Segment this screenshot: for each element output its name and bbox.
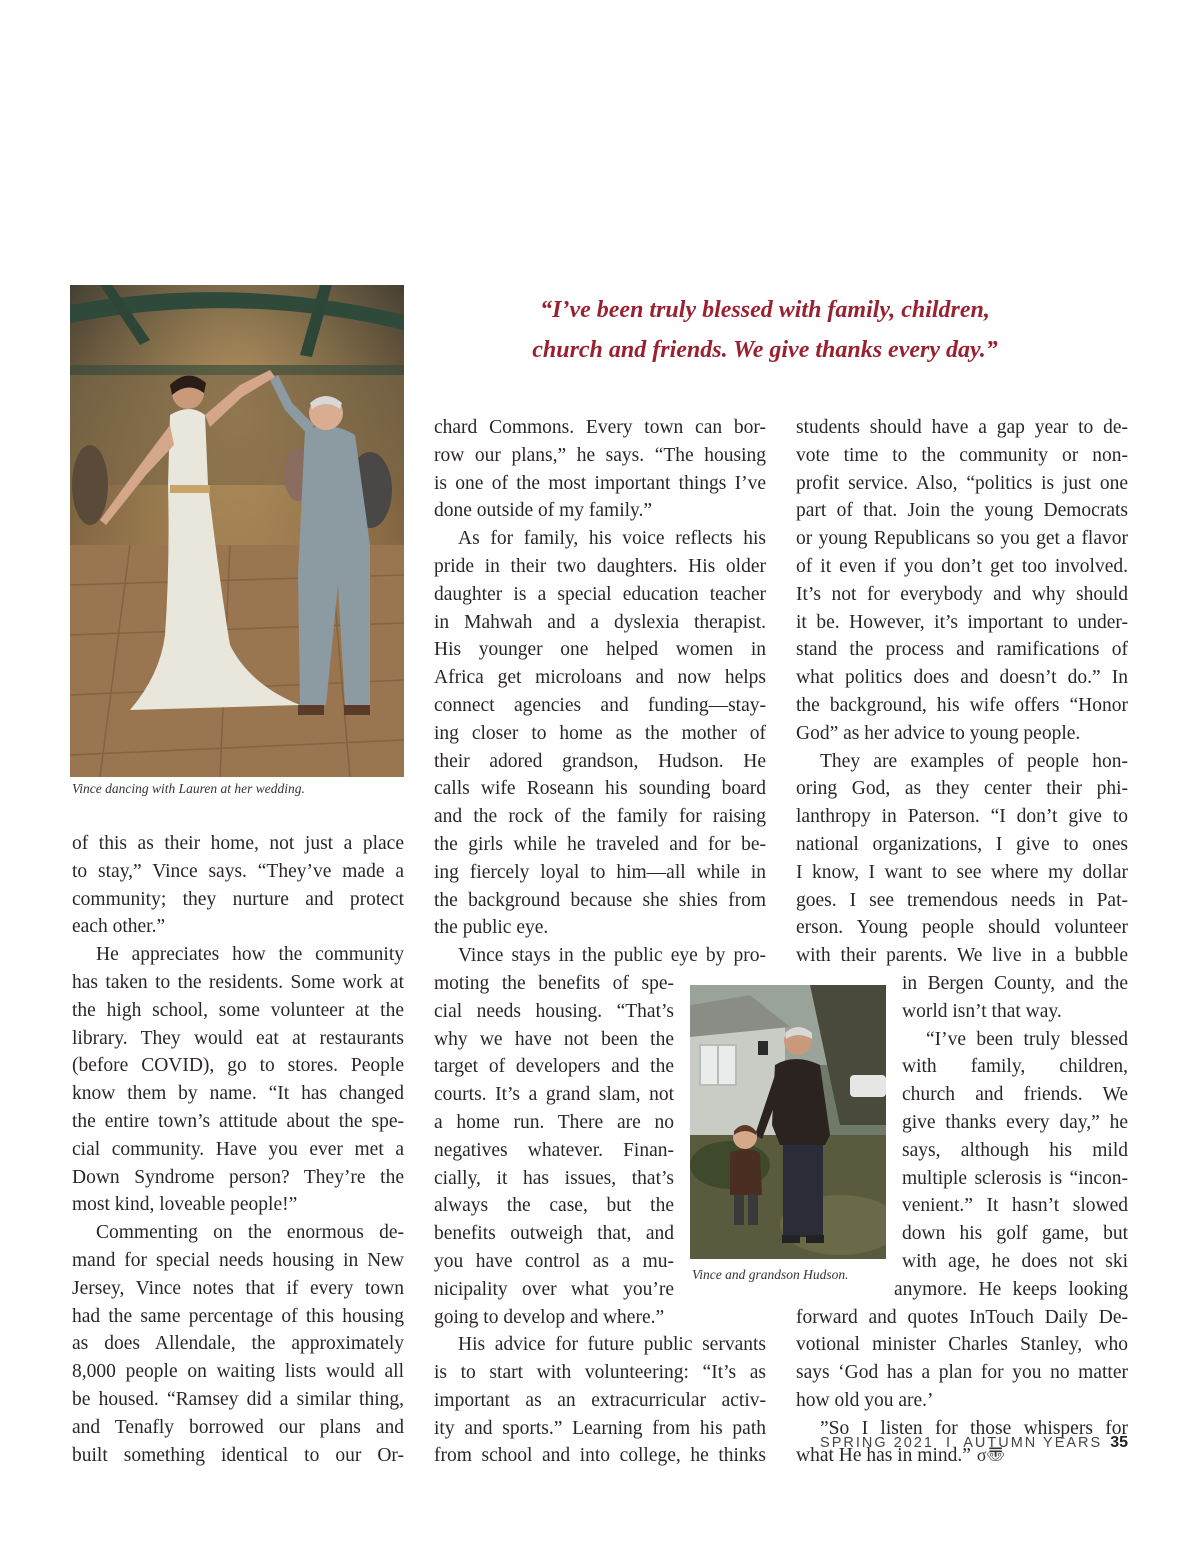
column-3-line: says ‘God has a plan for you no matter — [796, 1362, 1128, 1384]
column-3-line: of it even if you don’t get too involved. — [796, 555, 1128, 577]
page-number: 35 — [1110, 1434, 1128, 1451]
column-2-line: always the case, but the — [434, 1195, 674, 1217]
column-3-line: how old you are.’ — [796, 1389, 934, 1411]
column-1-line: to stay,” Vince says. “They’ve made a — [72, 860, 404, 882]
column-3-line: stand the process and ramifications of — [796, 639, 1128, 661]
column-2-line: calls wife Roseann his sounding board — [434, 778, 766, 800]
column-2-line: going to develop and where.” — [434, 1306, 665, 1328]
column-3-line: goes. I see tremendous needs in Pat- — [796, 889, 1128, 911]
column-3-line: with their parents. We live in a bubble — [796, 945, 1128, 967]
column-2-narrow-block — [434, 970, 674, 1331]
column-3-line: votional minister Charles Stanley, who — [796, 1334, 1128, 1356]
column-2-line: ing fiercely loyal to him—all while in — [434, 861, 766, 883]
column-1-line: cial community. Have you ever met a — [72, 1138, 404, 1160]
column-3-line: venient.” It hasn’t slowed — [902, 1195, 1128, 1217]
column-3-line: erson. Young people should volunteer — [796, 917, 1128, 939]
column-3-line: says, although his mild — [902, 1139, 1128, 1161]
column-3-line: vote time to the community or non- — [796, 444, 1128, 466]
column-1-line: has taken to the residents. Some work at — [72, 971, 404, 993]
column-1-line: and Tenafly borrowed our plans and — [72, 1416, 404, 1438]
column-1-line: each other.” — [72, 916, 166, 938]
column-1-line: built something identical to our Or- — [72, 1444, 404, 1466]
column-3-line: God” as her advice to young people. — [796, 722, 1081, 744]
column-2-line: a home run. There are no — [434, 1111, 674, 1133]
column-2-line: daughter is a special education teacher — [434, 583, 766, 605]
column-2-line: in Mahwah and a dyslexia therapist. — [434, 611, 766, 633]
column-1-line: library. They would eat at restaurants — [72, 1027, 404, 1049]
column-2-line: Vince stays in the public eye by pro- — [458, 945, 766, 967]
column-2-line: courts. It’s a grand slam, not — [434, 1084, 674, 1106]
column-2-line: As for family, his voice reflects his — [458, 528, 766, 550]
column-3-narrow-block — [902, 970, 1128, 1276]
column-1-line: Down Syndrome person? They’re the — [72, 1166, 404, 1188]
column-1-line: 8,000 people on waiting lists would all — [72, 1361, 404, 1383]
column-2-line: the girls while he traveled and for be- — [434, 833, 766, 855]
column-2-line: ing closer to home as the mother of — [434, 722, 766, 744]
column-1-line: Commenting on the enormous de- — [96, 1222, 404, 1244]
end-mark-icon: σ〠 — [976, 1445, 1005, 1466]
column-3-line: “I’ve been truly blessed — [926, 1028, 1128, 1050]
column-2-line: their adored grandson, Hudson. He — [434, 750, 766, 772]
column-1-line: the high school, some volunteer at the — [72, 999, 404, 1021]
column-2-line: you have control as a mu- — [434, 1250, 674, 1272]
column-2-line: ity and sports.” Learning from his path — [434, 1417, 766, 1439]
body-column-1 — [72, 830, 404, 1469]
column-1-line: of this as their home, not just a place — [72, 833, 404, 854]
column-1-line: had the same percentage of this housing — [72, 1305, 404, 1327]
column-1-line: (before COVID), go to stores. People — [72, 1055, 404, 1077]
column-1-line: most kind, loveable people!” — [72, 1194, 298, 1216]
column-3-line: what He has in mind.” — [796, 1445, 971, 1467]
column-2-line: and the rock of the family for raising — [434, 806, 766, 828]
column-3-narrow-tail — [894, 1276, 1128, 1304]
pull-quote — [470, 290, 1060, 370]
column-2-line: cially, it has issues, that’s — [434, 1167, 674, 1189]
column-3-line: with family, children, — [902, 1056, 1128, 1078]
wedding-photo-caption: Vince dancing with Lauren at her wedding. — [72, 781, 305, 796]
column-3-line: multiple sclerosis is “incon- — [902, 1167, 1128, 1189]
column-2-line: target of developers and the — [434, 1056, 674, 1078]
column-1-line: He appreciates how the community — [96, 944, 404, 966]
column-1-line: Jersey, Vince notes that if every town — [72, 1277, 404, 1299]
column-2-line: benefits outweigh that, and — [434, 1223, 674, 1245]
column-3-line: what politics does and doesn’t do.” In — [796, 667, 1128, 689]
column-2-line: chard Commons. Every town can bor- — [434, 417, 766, 438]
body-column-2 — [434, 414, 766, 1470]
pull-quote-line-1: “I’ve been truly blessed with family, children, — [540, 297, 990, 323]
pull-quote-line-2: church and friends. We give thanks every day.” — [532, 337, 998, 363]
column-3-line: oring God, as they center their phi- — [796, 778, 1128, 800]
column-3-line: in Bergen County, and the — [902, 972, 1128, 994]
column-3-line: national organizations, I give to ones — [796, 833, 1128, 855]
column-3-line: I know, I want to see where my dollar — [796, 861, 1128, 883]
column-2-line: nicipality over what you’re — [434, 1278, 674, 1300]
column-3-line: or young Republicans so you get a flavor — [796, 528, 1128, 550]
column-3-line: anymore. He keeps looking — [894, 1278, 1128, 1300]
column-2-line: is to start with volunteering: “It’s as — [434, 1362, 766, 1384]
column-3-line: students should have a gap year to de- — [796, 417, 1128, 438]
column-1-line: community; they nurture and protect — [72, 888, 404, 910]
column-2-line: cial needs housing. “That’s — [434, 1000, 674, 1022]
column-3-line: forward and quotes InTouch Daily De- — [796, 1306, 1128, 1328]
issue-label: SPRING 2021 I AUTUMN YEARS — [820, 1435, 1103, 1451]
column-3-line: down his golf game, but — [902, 1223, 1128, 1245]
column-3-line: church and friends. We — [902, 1084, 1128, 1106]
column-2-line: row our plans,” he says. “The housing — [434, 444, 766, 466]
column-3-line: profit service. Also, “politics is just one — [796, 472, 1128, 494]
column-1-line: the entire town’s attitude about the spe- — [72, 1110, 404, 1132]
column-3-line: ”So I listen for those whispers for — [820, 1417, 1128, 1439]
column-2-line: His younger one helped women in — [434, 639, 766, 661]
column-2-line: why we have not been the — [434, 1028, 674, 1050]
column-2-line: done outside of my family.” — [434, 500, 653, 522]
body-column-3 — [796, 414, 1128, 1470]
grandson-photo-caption: Vince and grandson Hudson. — [692, 1267, 849, 1282]
column-2-line: the background because she shies from — [434, 889, 766, 911]
column-1-line: be housed. “Ramsey did a similar thing, — [72, 1388, 404, 1410]
column-2-line: important as an extracurricular activ- — [434, 1389, 766, 1411]
column-3-line: world isn’t that way. — [902, 1000, 1062, 1022]
column-1-line: know them by name. “It has changed — [72, 1083, 404, 1105]
column-1-line: as does Allendale, the approximately — [72, 1333, 404, 1355]
column-2-line: is one of the most important things I’ve — [434, 472, 766, 494]
column-3-line: give thanks every day,” he — [902, 1111, 1128, 1133]
column-2-line: connect agencies and funding—stay- — [434, 694, 766, 716]
column-3-line: with age, he does not ski — [902, 1250, 1128, 1272]
column-3-line: the background, his wife offers “Honor — [796, 694, 1128, 716]
column-2-line: His advice for future public servants — [458, 1334, 766, 1356]
column-1-line: mand for special needs housing in New — [72, 1249, 404, 1271]
wedding-photo — [70, 285, 404, 777]
column-3-line: it be. However, it’s important to under- — [796, 611, 1128, 633]
column-3-line: part of that. Join the young Democrats — [796, 500, 1128, 522]
column-3-line: lanthropy in Paterson. “I don’t give to — [796, 806, 1128, 828]
column-3-line: They are examples of people hon- — [820, 750, 1128, 772]
wedding-photo-illustration — [70, 285, 404, 777]
column-3-line: It’s not for everybody and why should — [796, 583, 1128, 605]
column-2-line: moting the benefits of spe- — [434, 972, 674, 994]
column-2-line: Africa get microloans and now helps — [434, 667, 766, 689]
column-2-line: negatives whatever. Finan- — [434, 1139, 674, 1161]
page-footer — [820, 1434, 1128, 1452]
column-2-line: the public eye. — [434, 917, 549, 939]
column-2-line: pride in their two daughters. His older — [434, 555, 766, 577]
column-2-line: from school and into college, he thinks — [434, 1445, 766, 1467]
